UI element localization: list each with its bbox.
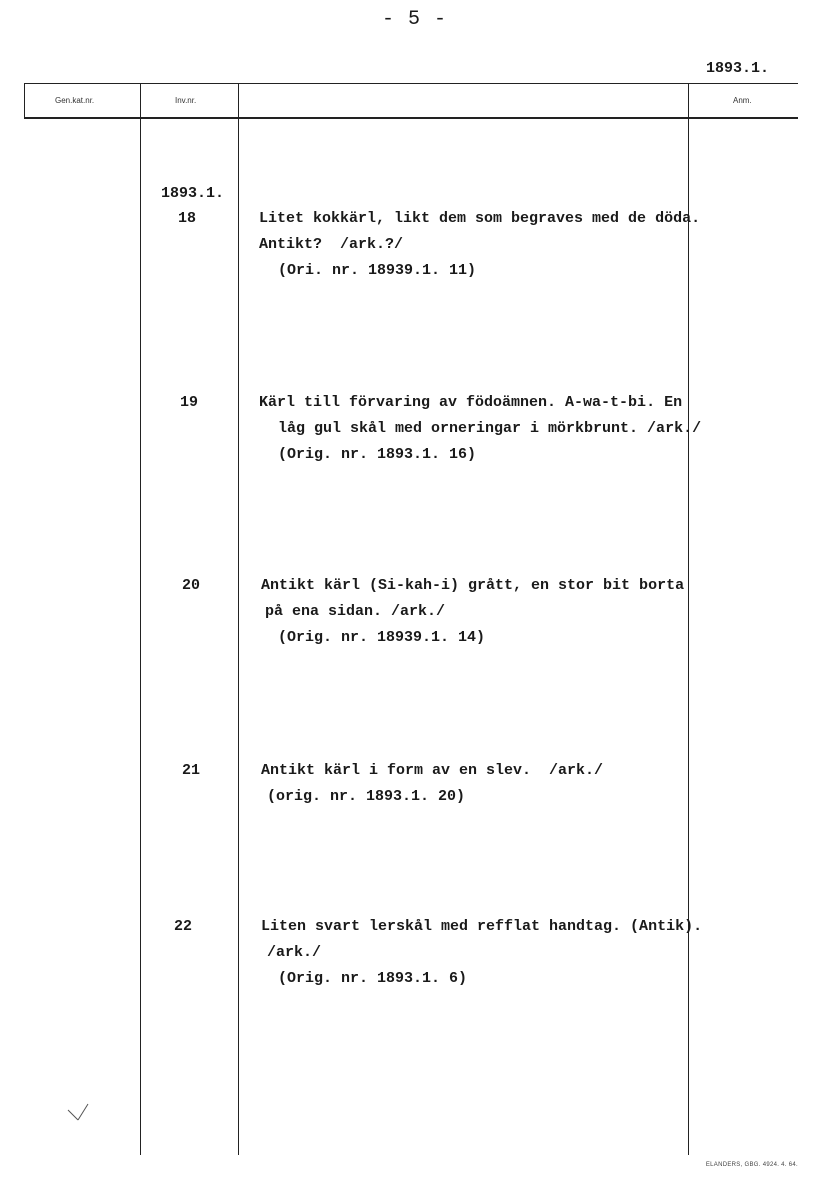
entry-original-number: (Orig. nr. 1893.1. 6) — [278, 970, 468, 987]
header-inv-nr: Inv.nr. — [175, 96, 197, 105]
header-anm: Anm. — [733, 96, 752, 105]
entry-text-line: Litet kokkärl, likt dem som begraves med de döda. — [259, 210, 701, 227]
column-divider-3 — [238, 83, 239, 1155]
page-reference: 1893.1. — [706, 60, 770, 77]
column-divider-2 — [140, 83, 141, 1155]
printer-mark: ELANDERS, GBG. 4924. 4. 64. — [705, 1162, 798, 1168]
page-number: - 5 - — [382, 8, 448, 31]
pen-mark — [64, 1100, 94, 1130]
inventory-number: 20 — [182, 577, 201, 594]
entry-text-line: Kärl till förvaring av födoämnen. A-wa-t-bi. En — [259, 394, 683, 411]
inventory-number: 22 — [174, 918, 193, 935]
column-divider-4 — [688, 83, 689, 1155]
entry-original-number: (Orig. nr. 18939.1. 14) — [278, 629, 486, 646]
entry-text-line: Liten svart lerskål med refflat handtag. (Antik). — [261, 918, 703, 935]
entry-text-line: Antikt kärl (Si-kah-i) grått, en stor bit borta — [261, 577, 685, 594]
inventory-number: 21 — [182, 762, 201, 779]
column-divider-1 — [24, 83, 25, 119]
entry-original-number: (Ori. nr. 18939.1. 11) — [278, 262, 477, 279]
entry-original-number: (Orig. nr. 1893.1. 16) — [278, 446, 477, 463]
entry-text-line: Antikt kärl i form av en slev. /ark./ — [261, 762, 604, 779]
entry-text-line: låg gul skål med orneringar i mörkbrunt. /ark./ — [278, 420, 702, 437]
inventory-prefix: 1893.1. — [161, 185, 225, 202]
entry-original-number: (orig. nr. 1893.1. 20) — [267, 788, 466, 805]
header-gen-kat-nr: Gen.kat.nr. — [55, 96, 95, 105]
entry-text-line: på ena sidan. /ark./ — [265, 603, 446, 620]
inventory-number: 19 — [180, 394, 199, 411]
entry-text-line: /ark./ — [267, 944, 322, 961]
inventory-number: 18 — [178, 210, 197, 227]
entry-text-line: Antikt? /ark.?/ — [259, 236, 404, 253]
